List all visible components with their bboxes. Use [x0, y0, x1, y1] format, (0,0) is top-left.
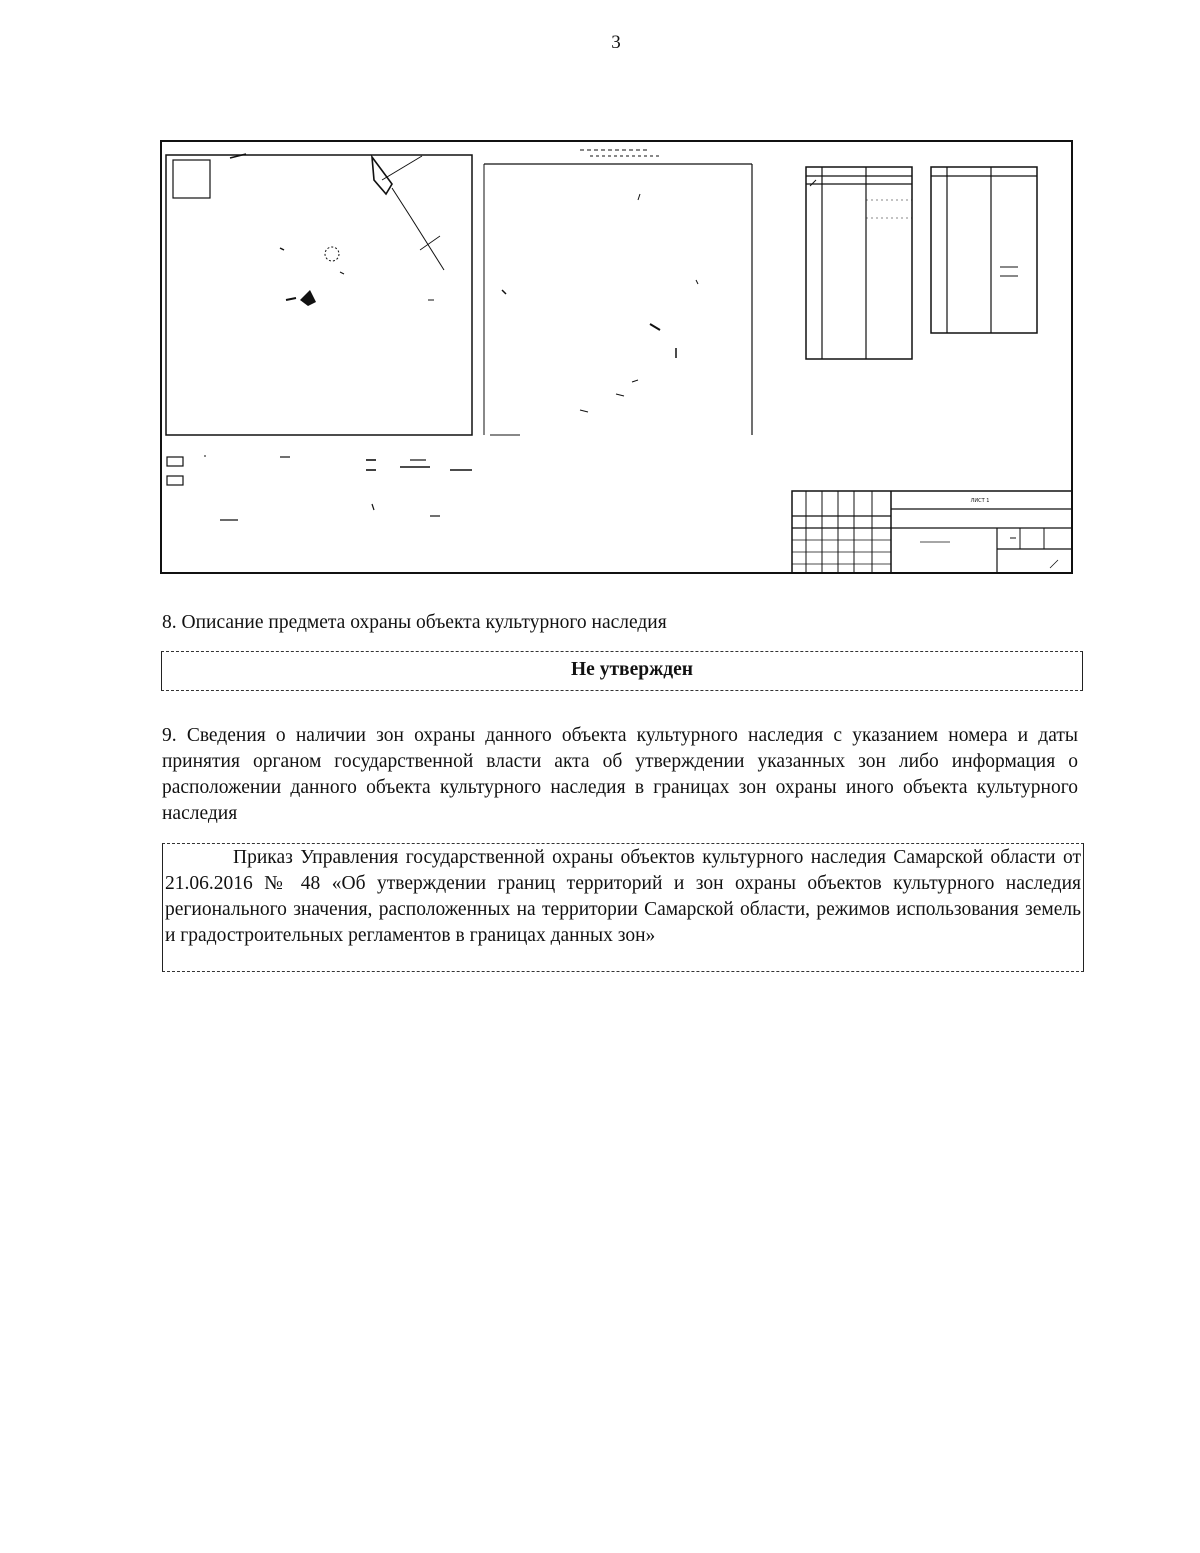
fragment-plan [484, 150, 752, 435]
coordinates-table-1 [806, 167, 912, 359]
section-8-heading: 8. Описание предмета охраны объекта культурного наследия [162, 612, 667, 633]
title-block-text: ЛИСТ 1 [970, 498, 990, 504]
situation-plan [166, 154, 472, 435]
coordinates-table-2 [931, 167, 1037, 333]
section-8-value: Не утвержден [571, 659, 693, 680]
map-legend [167, 456, 472, 520]
section-8-value-box [161, 651, 1083, 691]
page-number: 3 [611, 32, 621, 53]
section-9-heading: 9. Сведения о наличии зон охраны данного объекта культурного наследия с указанием номера и даты принятия органом государственной власти акта об утверждении указанных зон либо информация о расположении данного объекта культурного наследия в границах зон охраны иного объекта культурного наследия [162, 725, 1078, 824]
map-sheet-frame [161, 141, 1072, 573]
title-block-stamp [792, 491, 1072, 573]
section-9-value-box [162, 843, 1084, 972]
section-9-value: Приказ Управления государственной охраны объектов культурного наследия Самарской области от 21.06.2016 № 48 «Об утверждении границ территорий и зон охраны объектов культурного наследия регионального значения, расположенных на территории Самарской области, режимов использования земель и градостроительных регламентов в границах данных зон» [165, 847, 1081, 946]
map-sheet-figure [160, 140, 1073, 574]
